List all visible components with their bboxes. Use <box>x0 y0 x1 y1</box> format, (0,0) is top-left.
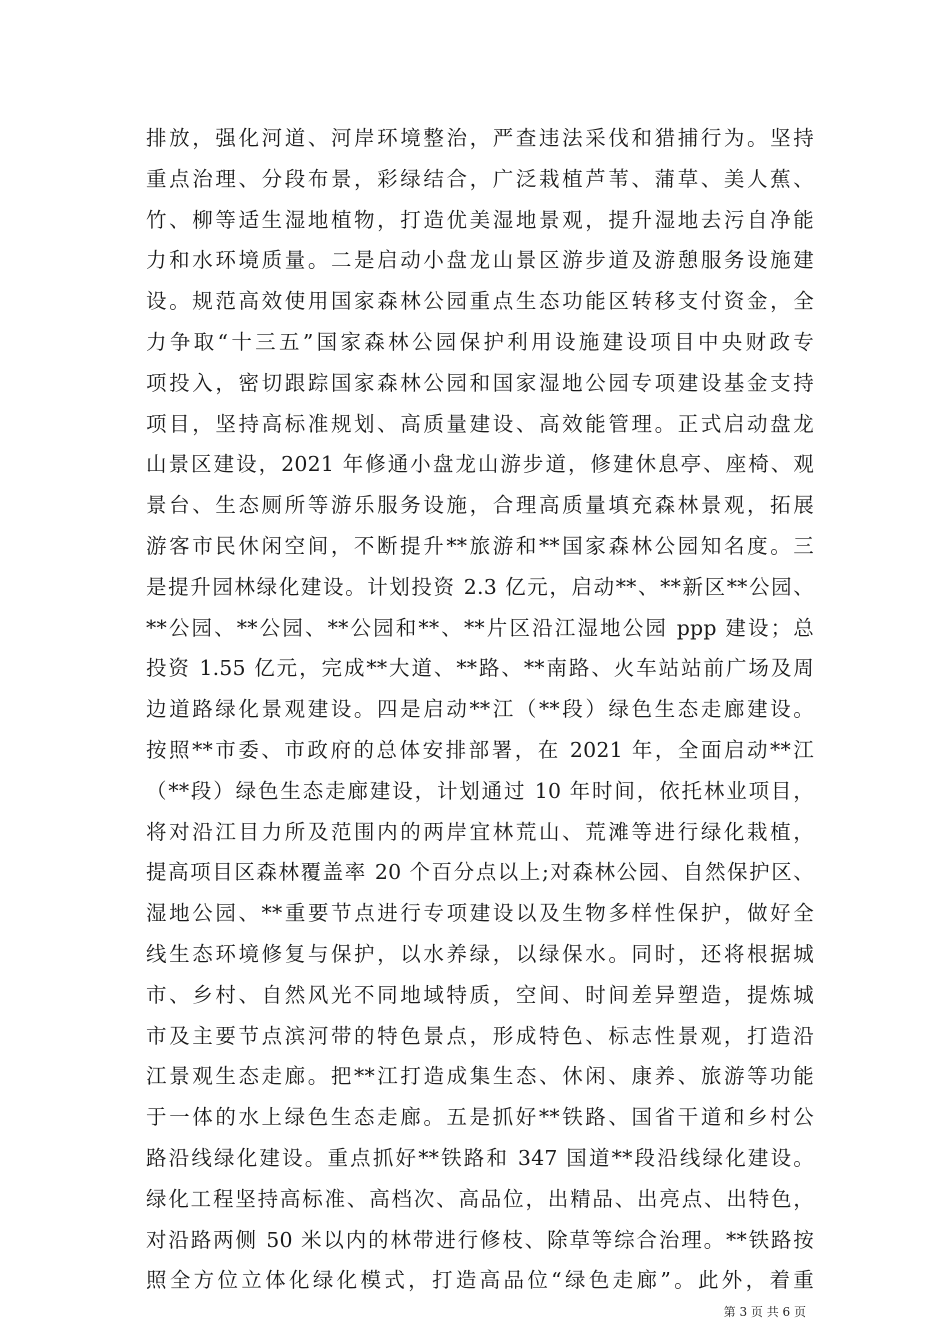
text-line-4: 力和水环境质量。二是启动小盘龙山景区游步道及游憩服务设施建 <box>146 248 814 273</box>
text-line-2: 重点治理、分段布景，彩绿结合，广泛栽植芦苇、蒲草、美人蕉、 <box>146 166 814 191</box>
text-line-7: 项投入，密切跟踪国家森林公园和国家湿地公园专项建设基金支持 <box>146 370 814 395</box>
text-line-20: 湿地公园、**重要节点进行专项建设以及生物多样性保护，做好全 <box>146 901 814 926</box>
text-line-26: 路沿线绿化建设。重点抓好**铁路和 347 国道**段沿线绿化建设。 <box>146 1145 814 1170</box>
text-line-16: 按照**市委、市政府的总体安排部署，在 2021 年，全面启动**江 <box>146 737 814 762</box>
text-line-19: 提高项目区森林覆盖率 20 个百分点以上;对森林公园、自然保护区、 <box>146 860 814 885</box>
text-line-12: 是提升园林绿化建设。计划投资 2.3 亿元，启动**、**新区**公园、 <box>146 574 814 599</box>
body-text <box>146 118 814 1301</box>
text-line-27: 绿化工程坚持高标准、高档次、高品位，出精品、出亮点、出特色， <box>146 1186 814 1211</box>
text-line-24: 江景观生态走廊。把**江打造成集生态、休闲、康养、旅游等功能 <box>146 1064 814 1089</box>
text-line-15: 边道路绿化景观建设。四是启动**江（**段）绿色生态走廊建设。 <box>146 697 814 722</box>
text-line-3: 竹、柳等适生湿地植物，打造优美湿地景观，提升湿地去污自净能 <box>146 207 814 232</box>
text-line-17: （**段）绿色生态走廊建设，计划通过 10 年时间，依托林业项目， <box>146 778 814 803</box>
text-line-28: 对沿路两侧 50 米以内的林带进行修枝、除草等综合治理。**铁路按 <box>146 1227 814 1252</box>
text-line-8: 项目，坚持高标准规划、高质量建设、高效能管理。正式启动盘龙 <box>146 411 814 436</box>
text-line-10: 景台、生态厕所等游乐服务设施，合理高质量填充森林景观，拓展 <box>146 493 814 518</box>
text-line-1: 排放，强化河道、河岸环境整治，严查违法采伐和猎捕行为。坚持 <box>146 126 814 150</box>
text-line-11: 游客市民休闲空间，不断提升**旅游和**国家森林公园知名度。三 <box>146 533 814 558</box>
text-line-5: 设。规范高效使用国家森林公园重点生态功能区转移支付资金，全 <box>146 289 814 314</box>
text-line-9: 山景区建设，2021 年修通小盘龙山游步道，修建休息亭、座椅、观 <box>146 452 814 477</box>
text-line-22: 市、乡村、自然风光不同地域特质，空间、时间差异塑造，提炼城 <box>146 982 814 1007</box>
text-line-29: 照全方位立体化绿化模式，打造高品位“绿色走廊”。此外，着重 <box>146 1268 814 1293</box>
text-line-14: 投资 1.55 亿元，完成**大道、**路、**南路、火车站站前广场及周 <box>146 656 814 681</box>
page-number: 第 3 页 共 6 页 <box>723 1305 806 1319</box>
text-line-25: 于一体的水上绿色生态走廊。五是抓好**铁路、国省干道和乡村公 <box>146 1105 814 1130</box>
text-line-18: 将对沿江目力所及范围内的两岸宜林荒山、荒滩等进行绿化栽植， <box>146 819 814 844</box>
text-line-6: 力争取“十三五”国家森林公园保护利用设施建设项目中央财政专 <box>146 329 814 354</box>
text-line-21: 线生态环境修复与保护，以水养绿，以绿保水。同时，还将根据城 <box>146 941 814 966</box>
text-line-23: 市及主要节点滨河带的特色景点，形成特色、标志性景观，打造沿 <box>146 1023 814 1048</box>
text-line-13: **公园、**公园、**公园和**、**片区沿江湿地公园 ppp 建设；总 <box>146 615 814 640</box>
